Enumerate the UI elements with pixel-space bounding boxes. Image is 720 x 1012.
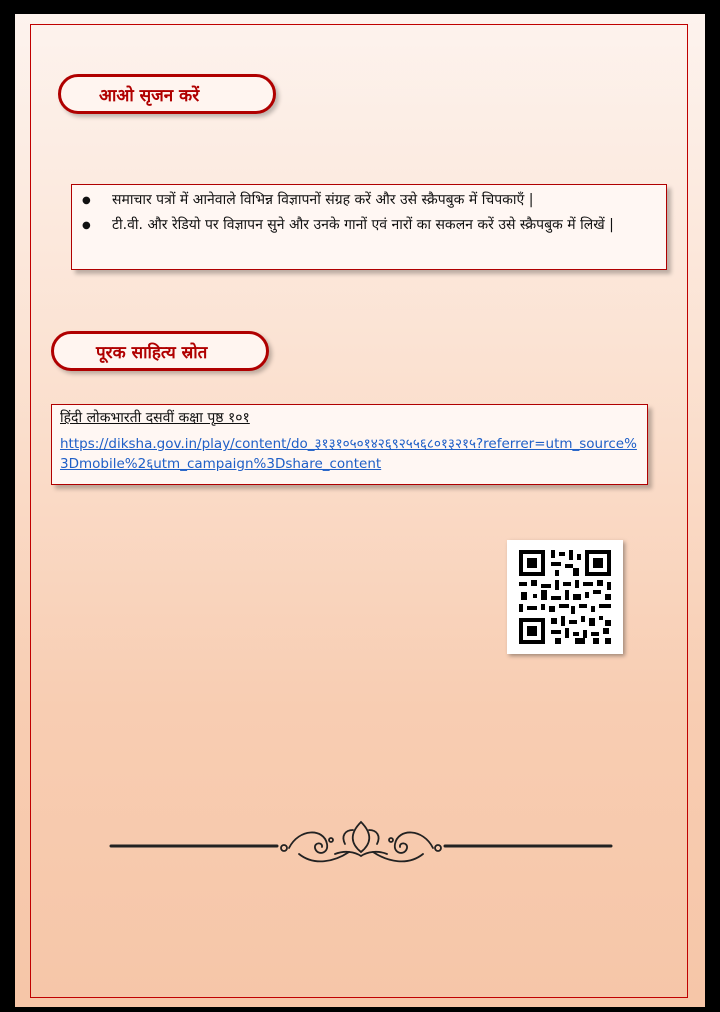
list-item-text: समाचार पत्रों में आनेवाले विभिन्न विज्ञापनों संग्रह करें और उसे स्क्रैपबुक में चिपकाएँ |: [112, 192, 534, 208]
activity-list: [72, 185, 666, 237]
bullet-icon: ●: [82, 220, 91, 231]
list-item-text: टी.वी. और रेडियो पर विज्ञापन सुने और उनके गानों एवं नारों का सकलन करें उसे स्क्रैपबुक में लिखें |: [112, 217, 614, 233]
section-heading-sources-label: पूरक साहित्य स्रोत: [96, 342, 208, 363]
qr-code-icon[interactable]: [507, 540, 623, 654]
section-heading-create-label: आओ सृजन करें: [99, 85, 200, 106]
source-box: [51, 404, 648, 485]
list-item: [82, 189, 656, 212]
page: [15, 14, 705, 1007]
source-title: हिंदी लोकभारती दसवीं कक्षा पृष्ठ १०१: [60, 410, 250, 426]
bullet-icon: ●: [82, 195, 91, 206]
section-heading-sources: [51, 331, 269, 371]
list-item: [82, 214, 656, 237]
section-heading-create: [58, 74, 276, 114]
diksha-link[interactable]: https://diksha.gov.in/play/content/do_३१३१०५०१४२६९२५५६८०१३२१५?referrer=utm_source%3Dmobile%2६utm_campaign%3Dshare_content: [60, 436, 637, 472]
activity-box: [71, 184, 667, 270]
ornament-divider-icon: [109, 814, 613, 882]
